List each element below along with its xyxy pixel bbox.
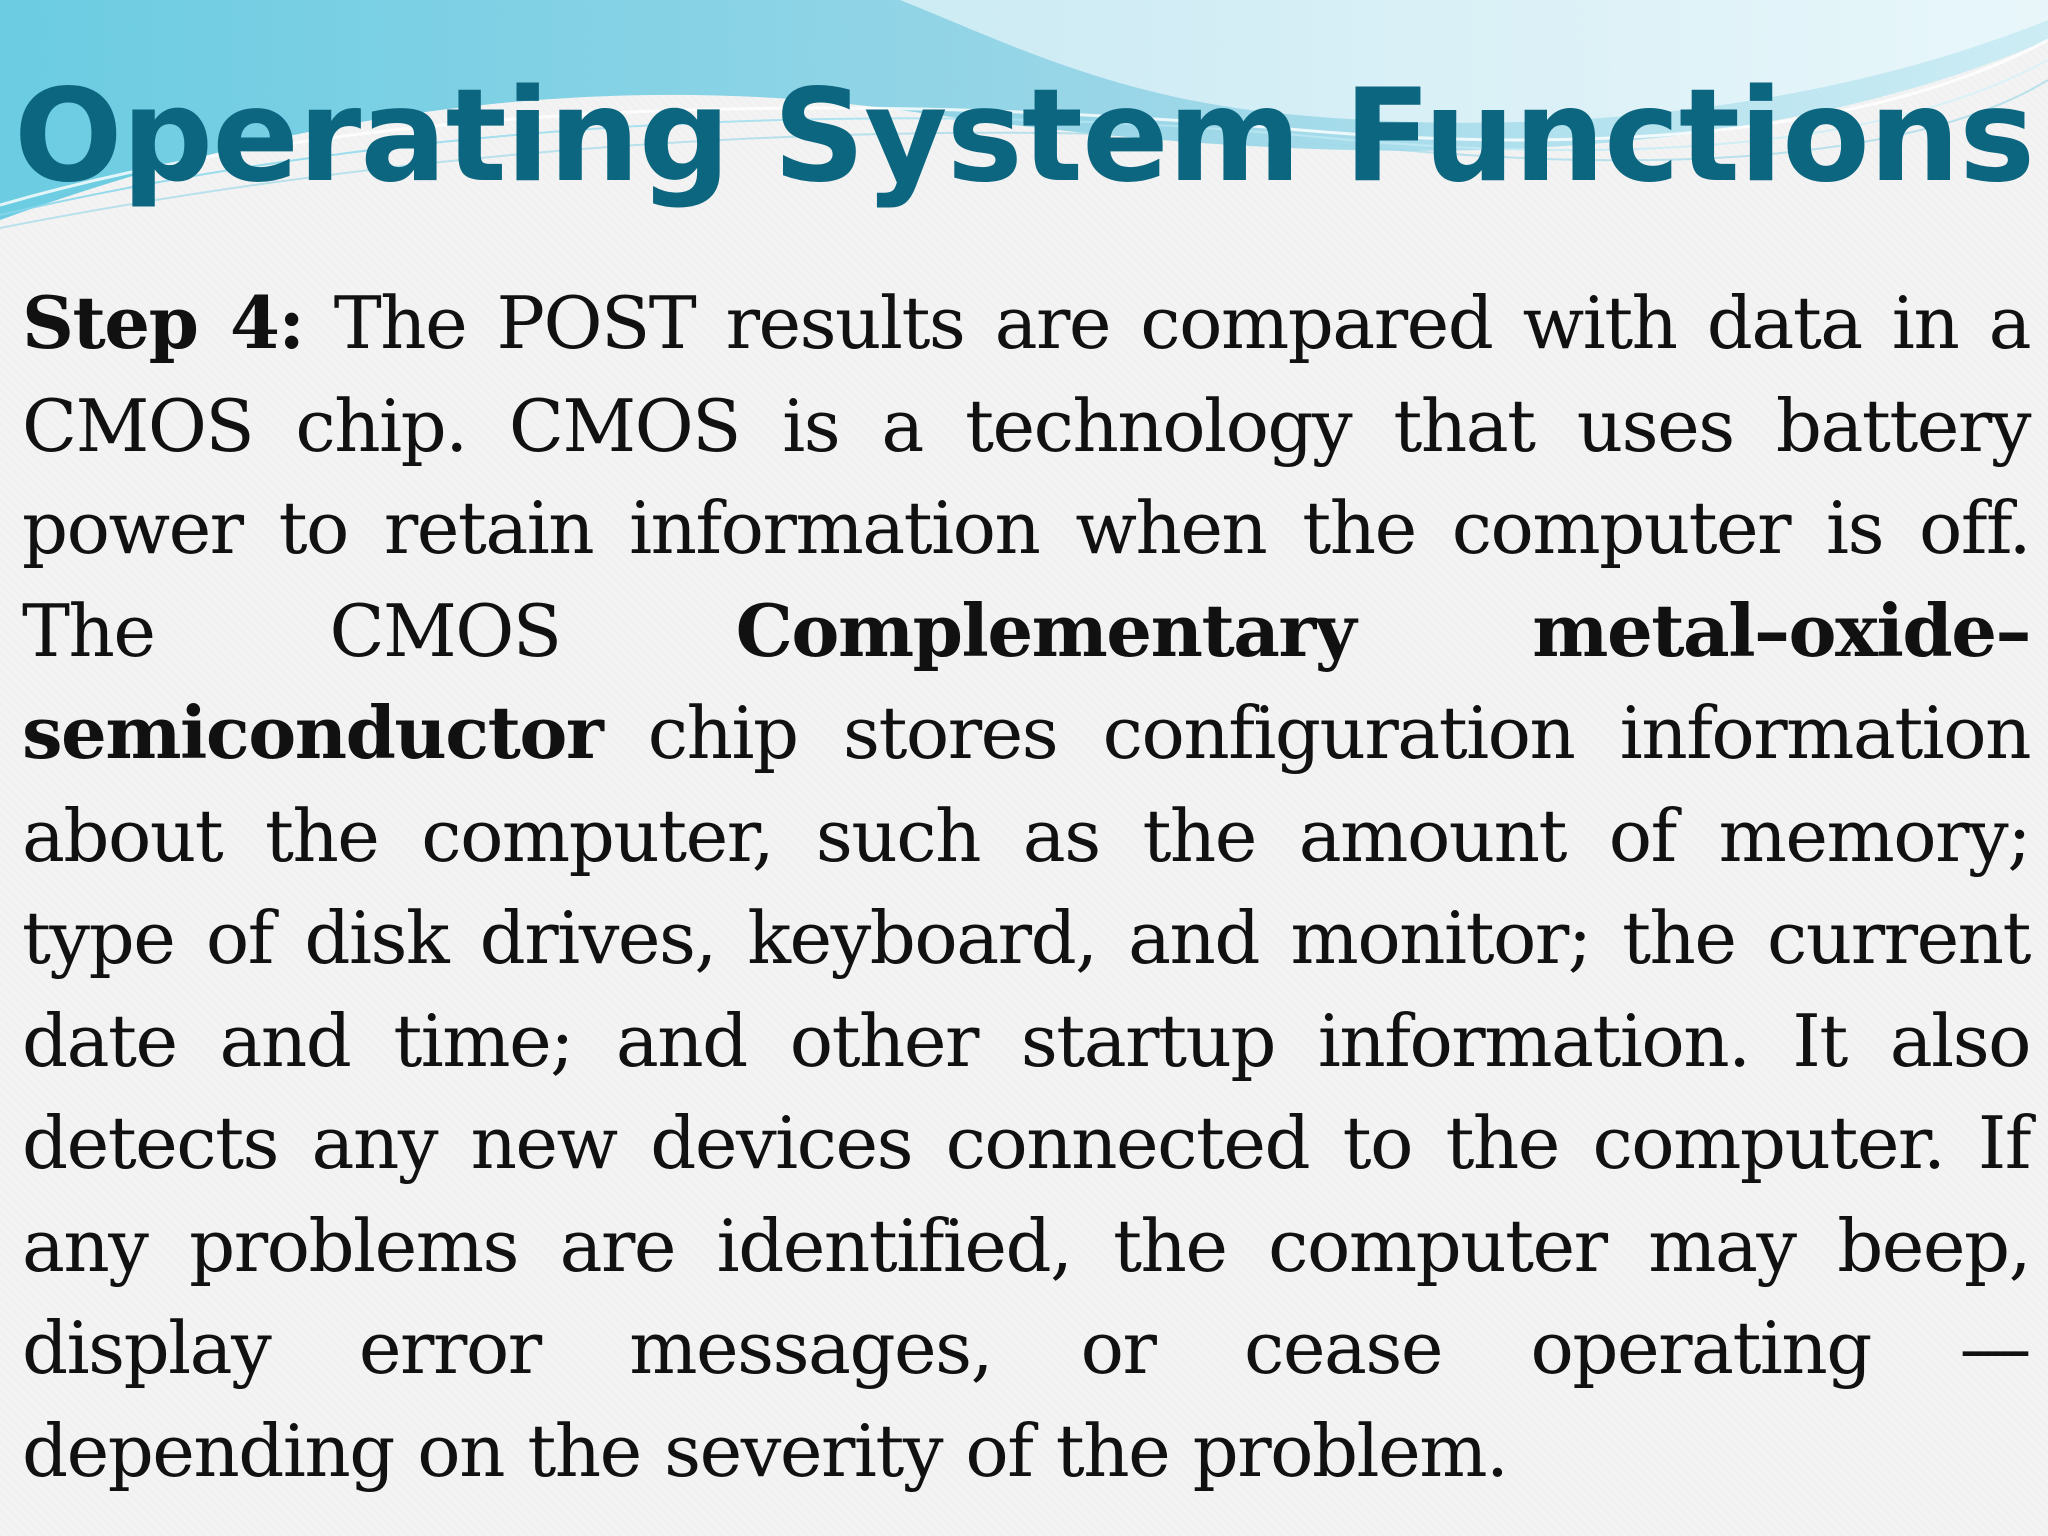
step-label: Step 4:: [22, 280, 304, 365]
cmos-term: Complementary metal–oxide–semiconductor: [22, 587, 2030, 775]
body-text-part-2: chip stores configuration information about the computer, such as the amount of memory; type of disk drives, keyboard, and monitor; the current date and time; and other startup information. It also detects any new devices connected to the computer. If any problems are identified, the computer may beep, display error messages, or cease operating — depending on the severity of the problem.: [22, 691, 2030, 1493]
slide-body-paragraph: [22, 272, 2030, 1502]
slide-title: Operating System Functions: [13, 62, 2035, 211]
body-text-part-1: The POST results are compared with data in a CMOS chip. CMOS is a technology that uses battery power to retain information when the computer is off. The CMOS: [22, 281, 2030, 673]
